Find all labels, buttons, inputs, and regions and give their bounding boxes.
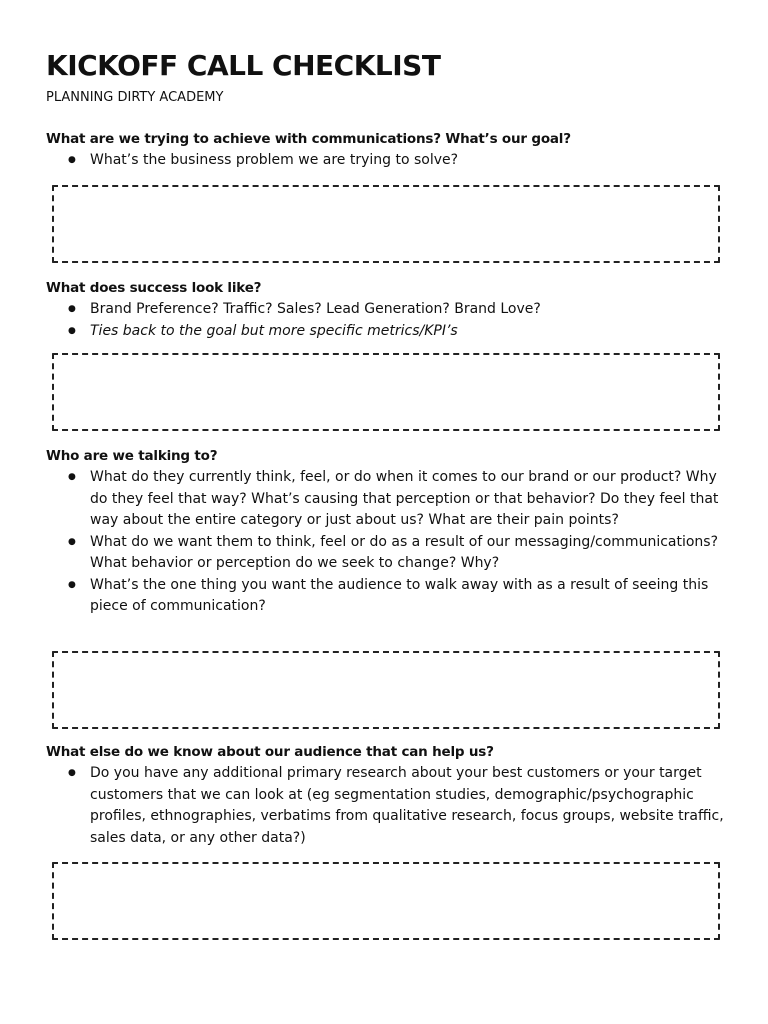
bullet-item: ● Do you have any additional primary research about your best customers or your target customers that we can look at (eg segmentation studies, demographic/psychographic profiles, ethnographies, verbatims from qualitative research, focus groups, website traffic, sales data, or any other data?) bbox=[46, 763, 736, 849]
section-heading: What are we trying to achieve with communications? What’s our goal? bbox=[46, 131, 571, 147]
section-success bbox=[46, 278, 736, 342]
section-heading: What does success look like? bbox=[46, 280, 262, 296]
bullet-list bbox=[46, 763, 736, 849]
answer-box-success[interactable] bbox=[52, 353, 720, 431]
bullet-list bbox=[46, 467, 736, 618]
section-audience bbox=[46, 446, 736, 618]
bullet-item: ● Brand Preference? Traffic? Sales? Lead Generation? Brand Love? bbox=[46, 299, 736, 321]
answer-box-goal[interactable] bbox=[52, 185, 720, 263]
bullet-list bbox=[46, 299, 736, 342]
bullet-list bbox=[46, 150, 736, 172]
section-goal bbox=[46, 129, 736, 172]
bullet-item: ● What do they currently think, feel, or do when it comes to our brand or our product? Why do they feel that way? What’s causing that perception or that behavior? Do they feel that way about the entire category or just about us? What are their pain points? bbox=[46, 467, 736, 532]
page-subtitle: PLANNING DIRTY ACADEMY bbox=[46, 90, 224, 105]
bullet-item: ● What’s the business problem we are trying to solve? bbox=[46, 150, 736, 172]
section-heading: What else do we know about our audience that can help us? bbox=[46, 744, 494, 760]
bullet-item: ● What do we want them to think, feel or do as a result of our messaging/communications? What behavior or perception do we seek to change? Why? bbox=[46, 532, 736, 575]
section-heading: Who are we talking to? bbox=[46, 448, 218, 464]
answer-box-audience[interactable] bbox=[52, 651, 720, 729]
section-audience-research bbox=[46, 742, 736, 849]
bullet-item: ● Ties back to the goal but more specific metrics/KPI’s bbox=[46, 321, 736, 343]
answer-box-audience-research[interactable] bbox=[52, 862, 720, 940]
page-title: KICKOFF CALL CHECKLIST bbox=[46, 49, 441, 82]
bullet-item: ● What’s the one thing you want the audience to walk away with as a result of seeing this piece of communication? bbox=[46, 575, 736, 618]
